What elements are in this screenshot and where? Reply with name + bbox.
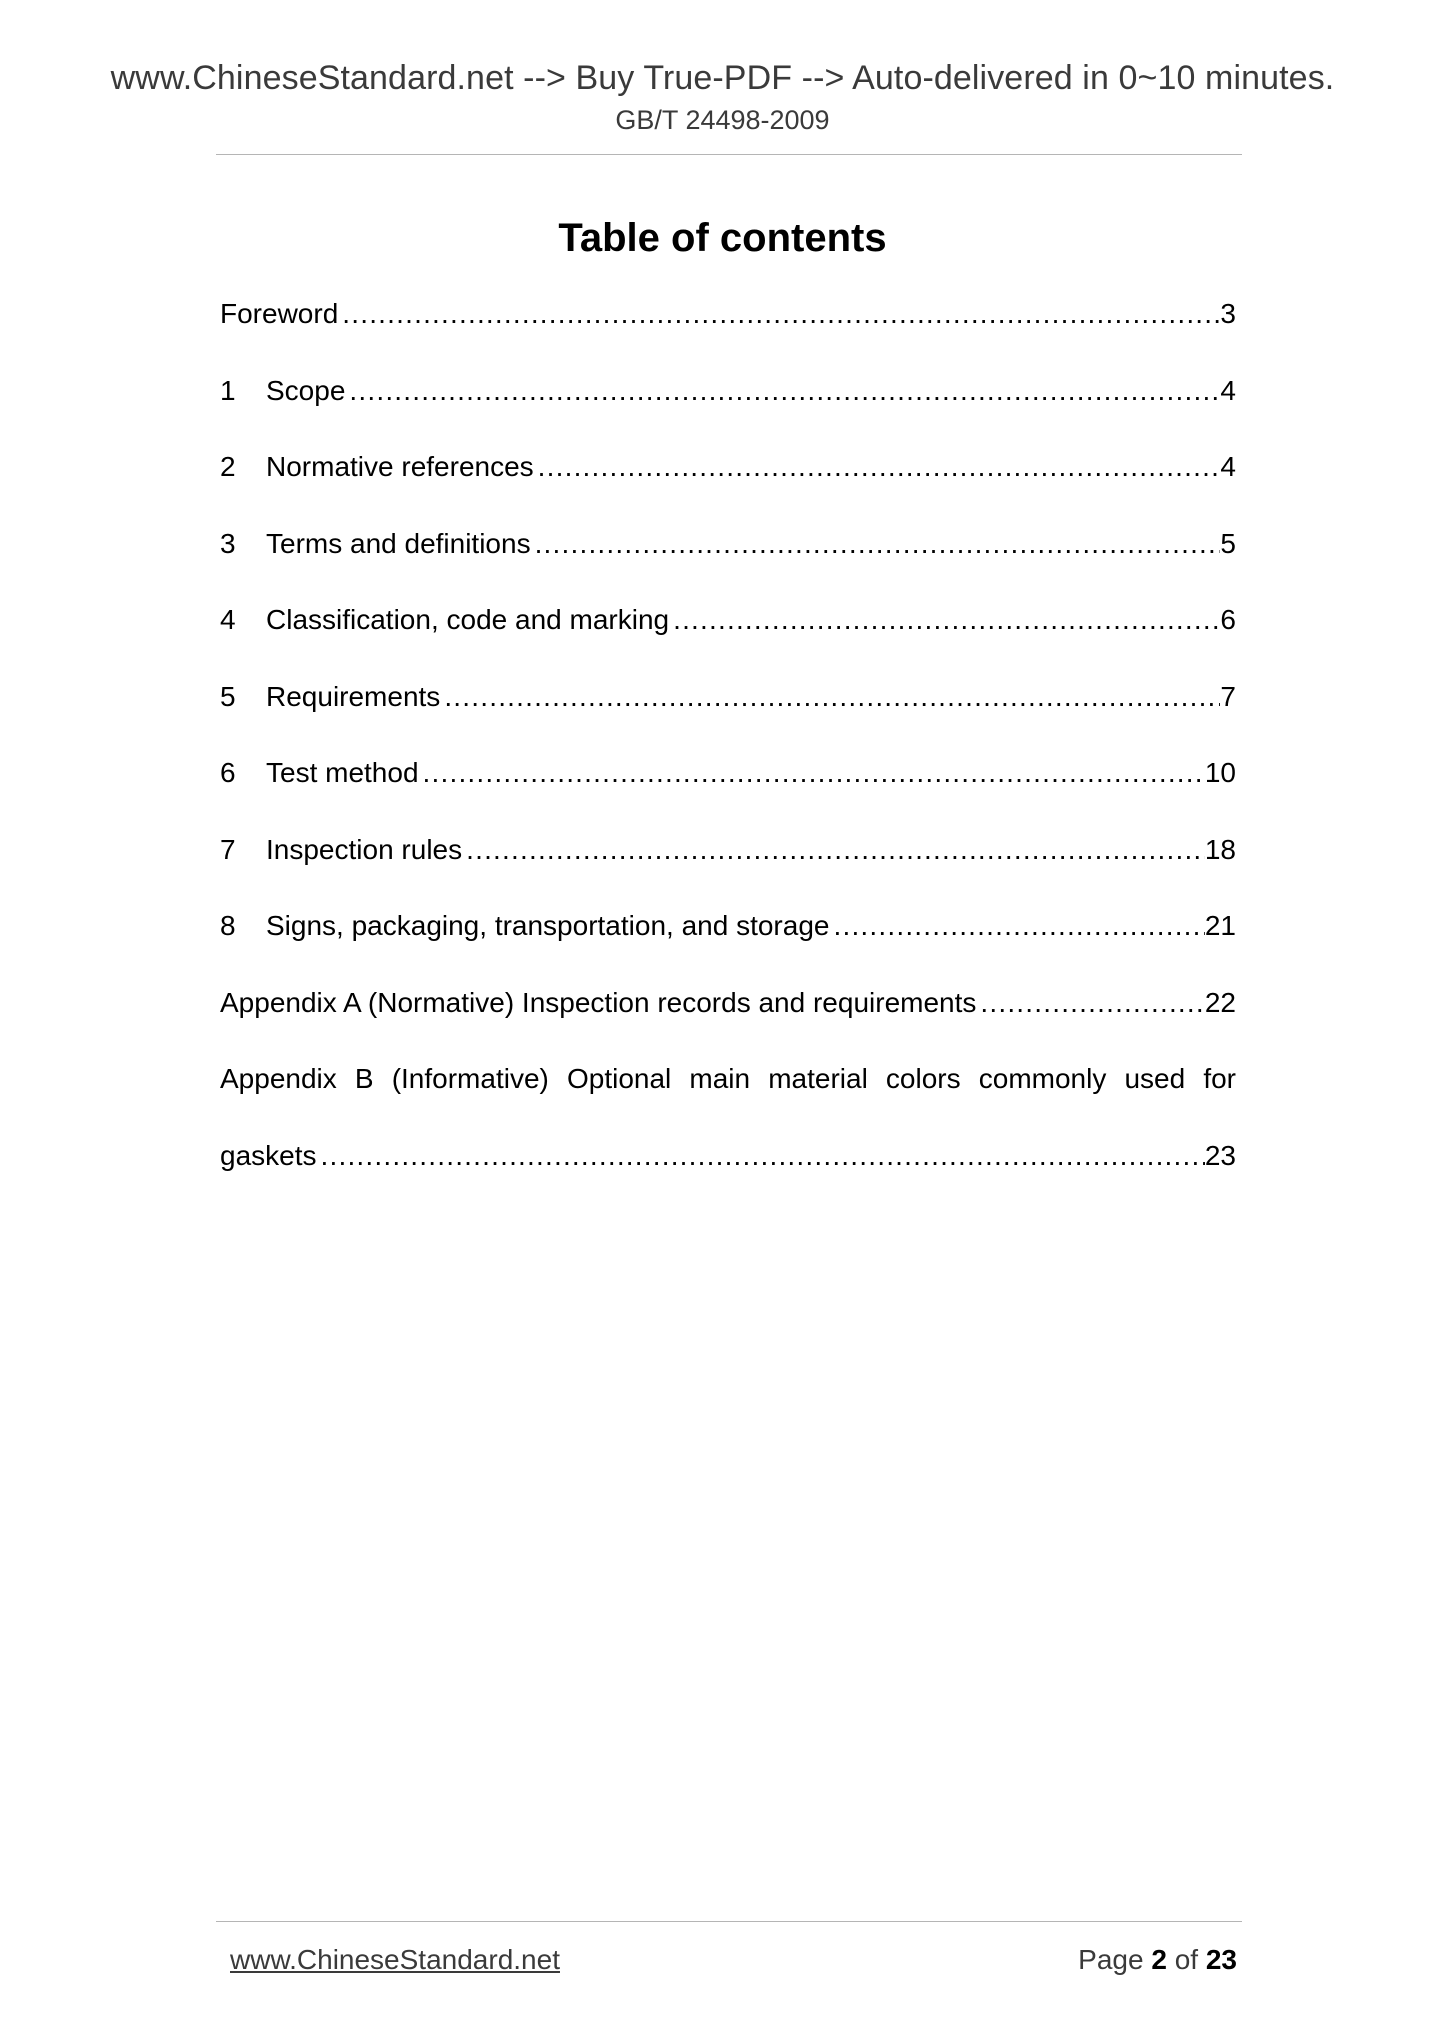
toc-leader-dots: [531, 522, 1221, 566]
toc-entry-test-method[interactable]: [220, 751, 1236, 828]
toc-entry-continuation: [220, 1134, 1236, 1211]
toc-entry-label: Terms and definitions: [266, 527, 531, 559]
toc-leader-dots: [669, 598, 1220, 642]
toc-entry-label: Signs, packaging, transportation, and storage: [266, 910, 830, 941]
toc-entry-label: Classification, code and marking: [266, 604, 670, 635]
header-divider: [216, 154, 1242, 155]
toc-entry-number: 8: [220, 910, 236, 941]
toc-entry-label: Normative references: [266, 451, 534, 482]
page-total: 23: [1205, 1944, 1237, 1975]
toc-entry-requirements[interactable]: [220, 675, 1236, 752]
toc-entry-page: 4: [1220, 374, 1236, 406]
toc-entry-label: Inspection rules: [266, 833, 463, 865]
toc-entry-label: Appendix A (Normative) Inspection records and requirements: [220, 986, 977, 1018]
toc-entry-page: 10: [1204, 757, 1236, 788]
toc-entry-page: 3: [1220, 298, 1236, 329]
toc-entry-number: 1: [220, 374, 236, 406]
toc-entry-number: 7: [220, 833, 236, 865]
header-banner: www.ChineseStandard.net --> Buy True-PDF --> Auto-delivered in 0~10 minutes.: [110, 59, 1335, 97]
page-prefix: Page: [1078, 1944, 1144, 1975]
toc-entry-appendix-a[interactable]: [220, 981, 1236, 1058]
toc-title: Table of contents: [558, 216, 887, 260]
footer-divider: [216, 1921, 1242, 1922]
toc-entry-scope[interactable]: [220, 369, 1236, 446]
toc-leader-dots: [976, 981, 1204, 1025]
toc-entry-classification[interactable]: [220, 598, 1236, 675]
toc-leader-dots: [534, 445, 1221, 489]
toc-entry-terms-definitions[interactable]: [220, 522, 1236, 599]
toc-entry-label: Scope: [266, 374, 346, 406]
toc-entry-number: 4: [220, 604, 236, 635]
toc-entry-normative-references[interactable]: [220, 445, 1236, 522]
toc-entry-number: 5: [220, 680, 236, 712]
page-indicator: [1078, 1940, 1237, 1980]
toc-entry-label-continued: gaskets: [220, 1139, 317, 1171]
footer-site-link[interactable]: www.ChineseStandard.net: [230, 1944, 560, 1975]
toc-entry-number: 3: [220, 527, 236, 559]
toc-entry-label: Requirements: [266, 680, 441, 712]
page-of: of: [1174, 1944, 1199, 1975]
toc-entry-inspection-rules[interactable]: [220, 828, 1236, 905]
toc-entry-page: 5: [1220, 527, 1236, 559]
toc-leader-dots: [345, 369, 1220, 413]
toc-entry-page: 23: [1204, 1139, 1236, 1171]
toc-leader-dots: [440, 675, 1220, 719]
toc-entry-foreword[interactable]: [220, 292, 1236, 369]
table-of-contents: [220, 292, 1236, 1210]
toc-entry-page: 18: [1204, 833, 1236, 865]
toc-leader-dots: [462, 828, 1205, 872]
toc-entry-signs-packaging[interactable]: [220, 904, 1236, 981]
toc-entry-page: 22: [1204, 986, 1236, 1018]
toc-entry-page: 6: [1220, 604, 1236, 635]
toc-entry-label: Appendix B (Informative) Optional main material colors commonly used for: [220, 1063, 1236, 1094]
toc-leader-dots: [338, 292, 1220, 336]
toc-leader-dots: [317, 1134, 1205, 1178]
toc-leader-dots: [829, 904, 1204, 948]
toc-entry-number: 2: [220, 451, 236, 482]
toc-entry-label: Foreword: [220, 298, 339, 329]
toc-entry-page: 4: [1220, 451, 1236, 482]
toc-entry-page: 21: [1204, 910, 1236, 941]
toc-entry-appendix-b[interactable]: [220, 1057, 1236, 1210]
page-current: 2: [1151, 1944, 1167, 1975]
standard-code: GB/T 24498-2009: [615, 105, 830, 135]
toc-entry-page: 7: [1220, 680, 1236, 712]
toc-entry-number: 6: [220, 757, 236, 788]
toc-entry-label: Test method: [266, 757, 419, 788]
toc-leader-dots: [419, 751, 1205, 795]
